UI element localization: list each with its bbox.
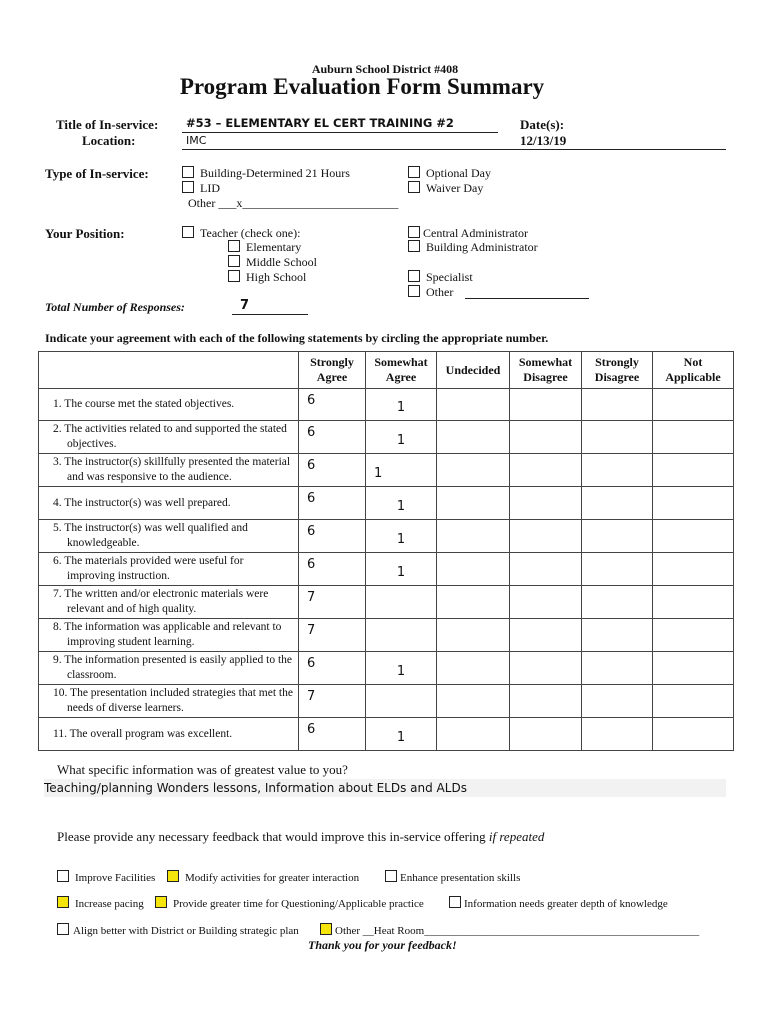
somewhat-agree-count[interactable]: 1 xyxy=(366,553,437,586)
strongly-agree-count[interactable]: 7 xyxy=(299,685,366,718)
checkbox[interactable] xyxy=(408,270,420,282)
checkbox[interactable] xyxy=(385,870,397,882)
strongly-agree-count[interactable]: 6 xyxy=(299,389,366,421)
header-undecided: Undecided xyxy=(437,352,510,389)
title-value[interactable]: #53 – ELEMENTARY EL CERT TRAINING #2 xyxy=(186,116,454,130)
type-option-optional-day[interactable]: Optional Day xyxy=(408,166,491,181)
header-strongly-agree: Strongly Agree xyxy=(299,352,366,389)
not-applicable-cell[interactable] xyxy=(653,520,734,553)
somewhat-agree-count[interactable] xyxy=(366,619,437,652)
table-row xyxy=(39,487,734,520)
somewhat-agree-count[interactable]: 1 xyxy=(366,389,437,421)
checkbox[interactable] xyxy=(228,240,240,252)
table-row xyxy=(39,389,734,421)
table-row xyxy=(39,718,734,751)
location-value[interactable]: IMC xyxy=(186,134,207,147)
strongly-agree-count[interactable]: 7 xyxy=(299,619,366,652)
strongly-disagree-cell[interactable] xyxy=(582,685,653,718)
undecided-cell[interactable] xyxy=(437,619,510,652)
not-applicable-cell[interactable] xyxy=(653,586,734,619)
feedback-other[interactable]: Other __Heat Room__________________________________________________ xyxy=(320,923,699,937)
checkbox[interactable] xyxy=(408,226,420,238)
checkbox-checked[interactable] xyxy=(155,896,167,908)
header-blank xyxy=(39,352,299,389)
strongly-disagree-cell[interactable] xyxy=(582,553,653,586)
feedback-modify-activities[interactable]: Modify activities for greater interaction xyxy=(167,870,359,884)
strongly-disagree-cell[interactable] xyxy=(582,652,653,685)
somewhat-disagree-cell[interactable] xyxy=(510,685,582,718)
checkbox[interactable] xyxy=(228,255,240,267)
checkbox[interactable] xyxy=(57,870,69,882)
header-somewhat-agree: Somewhat Agree xyxy=(366,352,437,389)
form-title: Program Evaluation Form Summary xyxy=(179,74,545,99)
strongly-disagree-cell[interactable] xyxy=(582,619,653,652)
undecided-cell[interactable] xyxy=(437,389,510,421)
statement: 4. The instructor(s) was well prepared. xyxy=(39,487,299,520)
feedback-align-plan[interactable]: Align better with District or Building strategic plan xyxy=(57,923,299,937)
position-other-underline xyxy=(465,298,589,299)
strongly-agree-count[interactable]: 6 xyxy=(299,553,366,586)
undecided-cell[interactable] xyxy=(437,520,510,553)
not-applicable-cell[interactable] xyxy=(653,652,734,685)
statement: 11. The overall program was excellent. xyxy=(39,718,299,751)
strongly-disagree-cell[interactable] xyxy=(582,487,653,520)
answer-greatest-value[interactable]: Teaching/planning Wonders lessons, Information about ELDs and ALDs xyxy=(44,779,726,797)
feedback-improve-facilities[interactable]: Improve Facilities xyxy=(57,870,155,884)
responses-label: Total Number of Responses: xyxy=(45,300,185,314)
somewhat-agree-count[interactable]: 1 xyxy=(366,652,437,685)
table-row xyxy=(39,619,734,652)
strongly-agree-count[interactable]: 6 xyxy=(299,652,366,685)
position-building-admin[interactable]: Building Administrator xyxy=(408,240,538,255)
feedback-increase-pacing[interactable]: Increase pacing xyxy=(57,896,144,910)
table-row xyxy=(39,454,734,487)
somewhat-disagree-cell[interactable] xyxy=(510,619,582,652)
somewhat-agree-count[interactable] xyxy=(366,685,437,718)
dates-label: Date(s): xyxy=(520,117,565,132)
checkbox[interactable] xyxy=(182,226,194,238)
not-applicable-cell[interactable] xyxy=(653,487,734,520)
somewhat-disagree-cell[interactable] xyxy=(510,487,582,520)
position-elementary[interactable]: Elementary xyxy=(228,240,301,255)
feedback-greater-time[interactable]: Provide greater time for Questioning/Applicable practice xyxy=(155,896,424,910)
not-applicable-cell[interactable] xyxy=(653,718,734,751)
somewhat-agree-count[interactable] xyxy=(366,586,437,619)
somewhat-disagree-cell[interactable] xyxy=(510,586,582,619)
strongly-disagree-cell[interactable] xyxy=(582,421,653,454)
rating-table xyxy=(38,351,734,751)
position-specialist[interactable]: Specialist xyxy=(408,270,473,285)
undecided-cell[interactable] xyxy=(437,586,510,619)
somewhat-agree-count[interactable]: 1 xyxy=(366,421,437,454)
header-strongly-disagree: Strongly Disagree xyxy=(582,352,653,389)
responses-underline xyxy=(232,314,308,315)
header-somewhat-disagree: Somewhat Disagree xyxy=(510,352,582,389)
type-option-waiver-day[interactable]: Waiver Day xyxy=(408,181,483,196)
somewhat-agree-count[interactable]: 1 xyxy=(366,487,437,520)
strongly-disagree-cell[interactable] xyxy=(582,718,653,751)
undecided-cell[interactable] xyxy=(437,718,510,751)
checkbox[interactable] xyxy=(182,181,194,193)
strongly-disagree-cell[interactable] xyxy=(582,520,653,553)
position-other[interactable]: Other xyxy=(408,285,453,300)
header-not-applicable: Not Applicable xyxy=(653,352,734,389)
undecided-cell[interactable] xyxy=(437,553,510,586)
not-applicable-cell[interactable] xyxy=(653,389,734,421)
statement: 10. The presentation included strategies that met the needs of diverse learners. xyxy=(39,685,299,718)
not-applicable-cell[interactable] xyxy=(653,454,734,487)
thank-you-note: Thank you for your feedback! xyxy=(308,938,457,952)
position-central-admin[interactable]: Central Administrator xyxy=(408,226,528,241)
checkbox[interactable] xyxy=(228,270,240,282)
responses-value[interactable]: 7 xyxy=(240,298,250,313)
title-label: Title of In-service: xyxy=(56,117,159,132)
strongly-agree-count[interactable]: 6 xyxy=(299,718,366,751)
statement: 5. The instructor(s) was well qualified and knowledgeable. xyxy=(39,520,299,553)
position-middle-school[interactable]: Middle School xyxy=(228,255,317,270)
feedback-enhance-presentation[interactable]: Enhance presentation skills xyxy=(385,870,520,884)
location-label: Location: xyxy=(82,133,136,148)
strongly-agree-count[interactable]: 6 xyxy=(299,487,366,520)
type-option-building[interactable]: Building-Determined 21 Hours xyxy=(182,166,350,181)
checkbox-checked[interactable] xyxy=(320,923,332,935)
statement: 9. The information presented is easily applied to the classroom. xyxy=(39,652,299,685)
strongly-disagree-cell[interactable] xyxy=(582,454,653,487)
undecided-cell[interactable] xyxy=(437,652,510,685)
statement: 7. The written and/or electronic materials were relevant and of high quality. xyxy=(39,586,299,619)
not-applicable-cell[interactable] xyxy=(653,685,734,718)
position-label: Your Position: xyxy=(45,226,125,241)
rating-instructions: Indicate your agreement with each of the following statements by circling the appropriate number. xyxy=(45,331,549,345)
checkbox-checked[interactable] xyxy=(167,870,179,882)
somewhat-disagree-cell[interactable] xyxy=(510,652,582,685)
checkbox[interactable] xyxy=(408,181,420,193)
strongly-agree-count[interactable]: 7 xyxy=(299,586,366,619)
somewhat-disagree-cell[interactable] xyxy=(510,718,582,751)
strongly-agree-count[interactable]: 6 xyxy=(299,454,366,487)
table-row xyxy=(39,652,734,685)
table-row xyxy=(39,421,734,454)
statement: 1. The course met the stated objectives. xyxy=(39,389,299,421)
undecided-cell[interactable] xyxy=(437,685,510,718)
position-high-school[interactable]: High School xyxy=(228,270,306,285)
somewhat-disagree-cell[interactable] xyxy=(510,553,582,586)
somewhat-disagree-cell[interactable] xyxy=(510,389,582,421)
statement: 2. The activities related to and supported the stated objectives. xyxy=(39,421,299,454)
district-name: Auburn School District #408 xyxy=(311,62,459,76)
table-header-row xyxy=(39,352,734,389)
checkbox[interactable] xyxy=(408,240,420,252)
checkbox[interactable] xyxy=(182,166,194,178)
undecided-cell[interactable] xyxy=(437,421,510,454)
checkbox[interactable] xyxy=(408,285,420,297)
strongly-disagree-cell[interactable] xyxy=(582,586,653,619)
position-teacher[interactable]: Teacher (check one): xyxy=(182,226,300,241)
checkbox[interactable] xyxy=(449,896,461,908)
table-row xyxy=(39,553,734,586)
type-other[interactable]: Other ___x__________________________ xyxy=(188,196,399,210)
somewhat-disagree-cell[interactable] xyxy=(510,520,582,553)
title-underline xyxy=(182,132,498,133)
undecided-cell[interactable] xyxy=(437,454,510,487)
statement: 6. The materials provided were useful for improving instruction. xyxy=(39,553,299,586)
somewhat-disagree-cell[interactable] xyxy=(510,454,582,487)
question-improve-feedback: Please provide any necessary feedback that would improve this in-service offering if repeated xyxy=(57,829,545,844)
dates-value[interactable]: 12/13/19 xyxy=(520,133,567,148)
statement: 3. The instructor(s) skillfully presented the material and was responsive to the audience. xyxy=(39,454,299,487)
strongly-agree-count[interactable]: 6 xyxy=(299,520,366,553)
somewhat-agree-count[interactable]: 1 xyxy=(366,520,437,553)
undecided-cell[interactable] xyxy=(437,487,510,520)
checkbox-checked[interactable] xyxy=(57,896,69,908)
checkbox[interactable] xyxy=(57,923,69,935)
location-underline xyxy=(182,149,726,150)
table-row xyxy=(39,520,734,553)
not-applicable-cell[interactable] xyxy=(653,421,734,454)
type-option-lid[interactable]: LID xyxy=(182,181,220,196)
table-row xyxy=(39,685,734,718)
strongly-agree-count[interactable]: 6 xyxy=(299,421,366,454)
feedback-greater-depth[interactable]: Information needs greater depth of knowledge xyxy=(449,896,668,910)
strongly-disagree-cell[interactable] xyxy=(582,389,653,421)
somewhat-disagree-cell[interactable] xyxy=(510,421,582,454)
not-applicable-cell[interactable] xyxy=(653,619,734,652)
table-row xyxy=(39,586,734,619)
type-label: Type of In-service: xyxy=(45,166,149,181)
somewhat-agree-count[interactable]: 1 xyxy=(366,718,437,751)
not-applicable-cell[interactable] xyxy=(653,553,734,586)
question-greatest-value: What specific information was of greatest value to you? xyxy=(57,762,348,777)
somewhat-agree-count[interactable]: 1 xyxy=(366,454,437,487)
checkbox[interactable] xyxy=(408,166,420,178)
statement: 8. The information was applicable and relevant to improving student learning. xyxy=(39,619,299,652)
